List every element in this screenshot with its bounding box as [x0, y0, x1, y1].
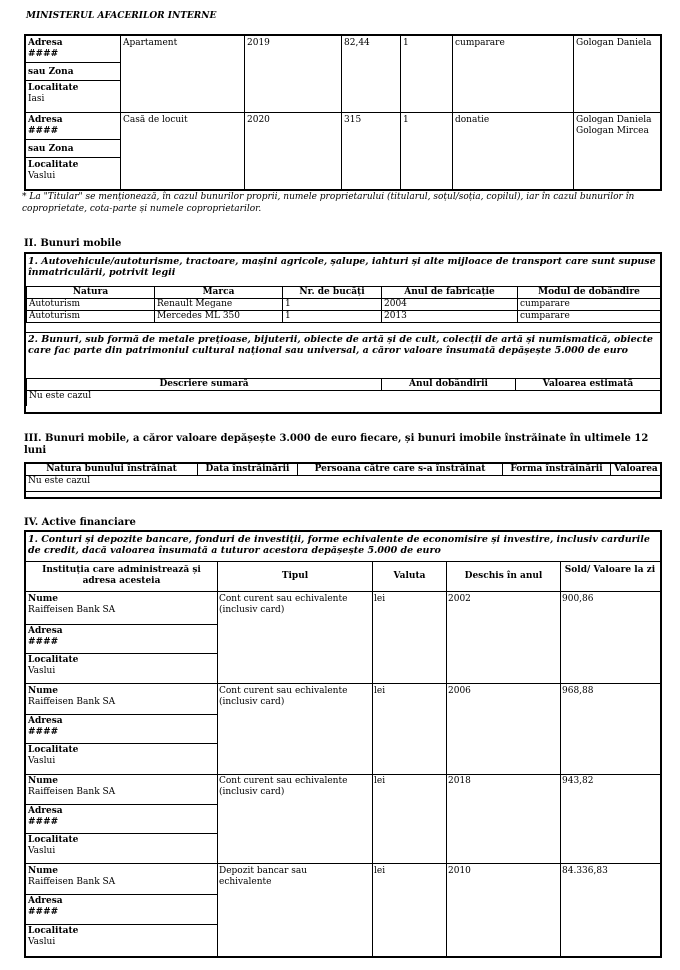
account-1-valuta: lei [374, 594, 386, 604]
account-3-valuta: lei [374, 776, 386, 786]
ministry-header: MINISTERUL AFACERILOR INTERNE [26, 11, 217, 21]
vehicles-header-row [27, 287, 661, 299]
section-ii-title: II. Bunuri mobile [24, 238, 122, 249]
empty-cell: Nu este cazul [27, 391, 661, 407]
valuables-header-row [27, 379, 661, 391]
col-valuta: Valuta [393, 571, 426, 581]
re-row2-mod: donatie [455, 115, 490, 125]
table-row [27, 299, 661, 311]
col-an-fabricatie: Anul de fabricație [382, 287, 518, 299]
col-sold: Sold/ Valoare la zi [564, 565, 656, 575]
col-persoana: Persoana către care s-a înstrăinat [298, 464, 503, 476]
account-2-valuta: lei [374, 686, 386, 696]
table-row [27, 311, 661, 323]
account-3-tip: Cont curent sau echivalente (inclusiv card) [219, 776, 348, 797]
section-iii-title: III. Bunuri mobile, a căror valoare depășește 3.000 de euro fiecare, și bunuri imobile înstrăinate în ultimele 12 luni [24, 433, 649, 456]
col-nr-bucati: Nr. de bucăți [283, 287, 382, 299]
valuables-table [26, 378, 661, 406]
cell: 2004 [382, 299, 518, 311]
account-4-tip: Depozit bancar sau echivalente [219, 866, 308, 887]
cell: cumparare [518, 311, 661, 323]
account-4-sold: 84.336,83 [562, 866, 608, 876]
re-row2-categorie: Casă de locuit [123, 115, 188, 125]
account-1-localitate: Localitate Vaslui [28, 655, 79, 676]
account-1-tip: Cont curent sau echivalente (inclusiv card) [219, 594, 348, 615]
table-row [27, 391, 661, 407]
section-ii-block2: 2. Bunuri, sub formă de metale prețioase, bijuterii, obiecte de artă și de cult, colecții de artă și numismatică, obiecte care fac parte din patrimoniul cultural național sau universal, a căror valoare însumată depășește 5.000 de euro [28, 334, 653, 356]
table-row [26, 476, 662, 492]
cell: Autoturism [27, 311, 155, 323]
section-ii-box [24, 252, 662, 414]
account-4-nume: Nume Raiffeisen Bank SA [28, 866, 116, 887]
col-tipul: Tipul [281, 571, 309, 581]
empty-cell: Nu este cazul [26, 476, 662, 492]
cell: Autoturism [27, 299, 155, 311]
re-row1-zona: sau Zona [28, 67, 74, 77]
col-data-instrainarii: Data înstrăinării [198, 464, 298, 476]
cell: cumparare [518, 299, 661, 311]
account-3-adresa: Adresa #### [28, 806, 63, 827]
account-4-valuta: lei [374, 866, 386, 876]
cell: Mercedes ML 350 [155, 311, 283, 323]
account-2-tip: Cont curent sau echivalente (inclusiv card) [219, 686, 348, 707]
section-iv-title: IV. Active financiare [24, 517, 136, 528]
col-valoare-estimata: Valoarea estimată [516, 379, 661, 391]
alienated-header-row [26, 464, 662, 476]
account-4-an: 2010 [448, 866, 471, 876]
re-row1-titular: Gologan Daniela [576, 38, 652, 48]
cell: 1 [283, 299, 382, 311]
section-iv-box [24, 530, 662, 958]
cell: 1 [283, 311, 382, 323]
col-mod-dobandire: Modul de dobândire [518, 287, 661, 299]
re-row1-an: 2019 [247, 38, 270, 48]
col-descriere: Descriere sumară [27, 379, 382, 391]
re-row2-suprafata: 315 [344, 115, 362, 125]
account-2-localitate: Localitate Vaslui [28, 745, 79, 766]
re-row2-cota: 1 [403, 115, 409, 125]
re-row1-cota: 1 [403, 38, 409, 48]
alienated-table [25, 463, 662, 492]
section-iv-block1: 1. Conturi și depozite bancare, fonduri de investiții, forme echivalente de economisire și investire, inclusiv cardurile de credit, dacă valoarea însumată a tuturor acestora depășește 5.000 de euro [28, 534, 650, 556]
col-forma: Forma înstrăinării [503, 464, 611, 476]
real-estate-table [24, 34, 662, 191]
re-row2-an: 2020 [247, 115, 270, 125]
vehicles-table [26, 286, 661, 323]
col-valoarea: Valoarea [611, 464, 662, 476]
col-natura-bunului: Natura bunului înstrăinat [26, 464, 198, 476]
col-marca: Marca [155, 287, 283, 299]
account-4-localitate: Localitate Vaslui [28, 926, 79, 947]
re-row1-address: Adresa #### [28, 38, 63, 59]
account-2-sold: 968,88 [562, 686, 594, 696]
account-3-sold: 943,82 [562, 776, 594, 786]
section-iii-box [24, 462, 662, 499]
account-1-adresa: Adresa #### [28, 626, 63, 647]
section-ii-block1: 1. Autovehicule/autoturisme, tractoare, mașini agricole, șalupe, iahturi și alte mijloace de transport care sunt supuse înmatriculării, potrivit legii [28, 256, 656, 278]
account-2-nume: Nume Raiffeisen Bank SA [28, 686, 116, 707]
cell: Renault Megane [155, 299, 283, 311]
col-natura: Natura [27, 287, 155, 299]
re-row1-categorie: Apartament [123, 38, 178, 48]
col-deschis: Deschis în anul [464, 571, 543, 581]
account-1-an: 2002 [448, 594, 471, 604]
re-row2-zona: sau Zona [28, 144, 74, 154]
re-row2-localitate: Localitate Vaslui [28, 160, 79, 181]
account-3-an: 2018 [448, 776, 471, 786]
re-row2-titular: Gologan Daniela Gologan Mircea [576, 115, 652, 136]
account-1-sold: 900,86 [562, 594, 594, 604]
account-1-nume: Nume Raiffeisen Bank SA [28, 594, 116, 615]
account-2-an: 2006 [448, 686, 471, 696]
account-2-adresa: Adresa #### [28, 716, 63, 737]
cell: 2013 [382, 311, 518, 323]
account-4-adresa: Adresa #### [28, 896, 63, 917]
account-3-localitate: Localitate Vaslui [28, 835, 79, 856]
re-row1-mod: cumparare [455, 38, 505, 48]
col-institutia: Instituția care administrează și adresa acesteia [42, 565, 201, 586]
footnote: * La "Titular" se menționează, în cazul bunurilor proprii, numele proprietarului (titularul, soțul/soția, copilul), iar în cazul bunurilor în coproprietate, cota-parte și numele coproprietarilor. [22, 192, 635, 214]
col-an-dobandirii: Anul dobândirii [382, 379, 516, 391]
re-row1-localitate: Localitate Iasi [28, 83, 79, 104]
re-row1-suprafata: 82,44 [344, 38, 370, 48]
account-3-nume: Nume Raiffeisen Bank SA [28, 776, 116, 797]
re-row2-address: Adresa #### [28, 115, 63, 136]
